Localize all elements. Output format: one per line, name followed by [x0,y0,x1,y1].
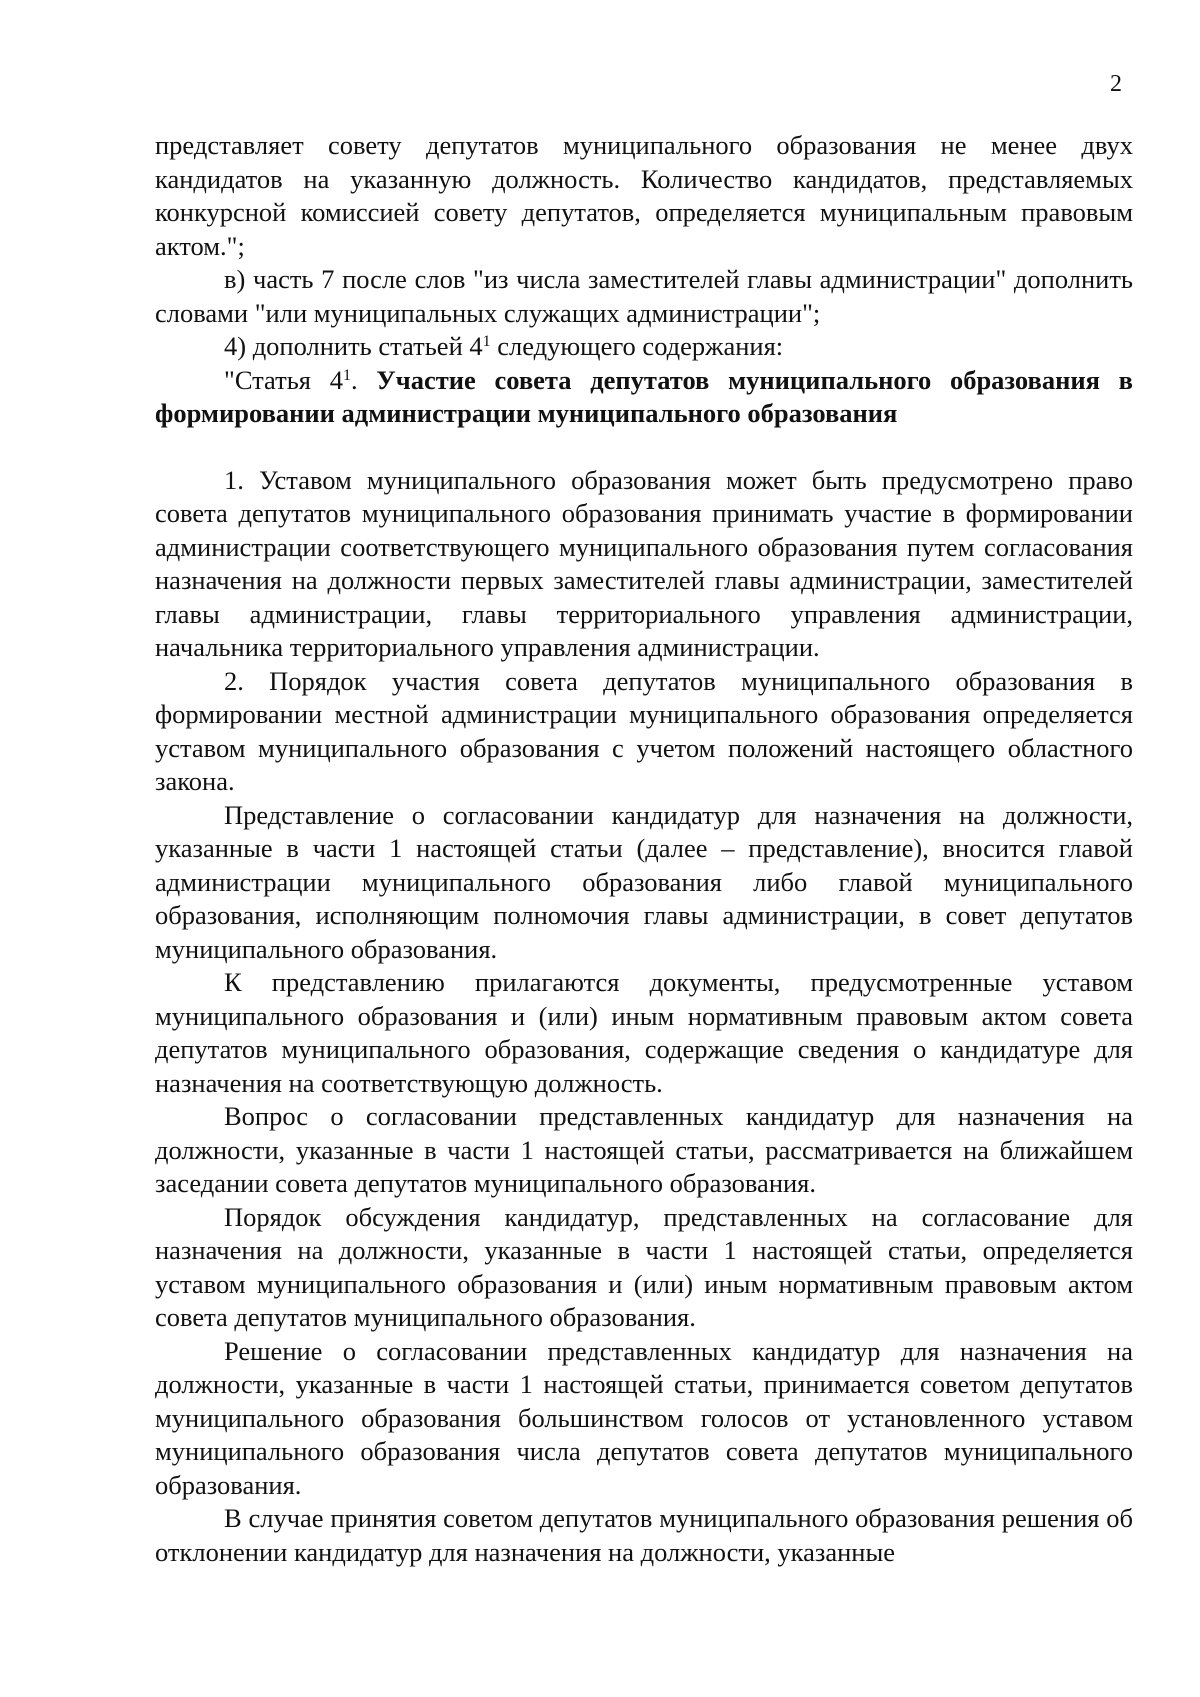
paragraph-consideration: Вопрос о согласовании представленных кандидатур для назначения на должности, указанные в части 1 настоящей статьи, рассматривается на ближайшем заседании совета депутатов муниципального образования. [155,1101,1133,1198]
document-body [155,129,1133,1569]
paragraph-decision: Решение о согласовании представленных кандидатур для назначения на должности, указанные в части 1 настоящей статьи, принимается советом депутатов муниципального образования большинством голосов от установленного уставом муниципального образования числа депутатов совета депутатов муниципального образования. [155,1335,1133,1500]
article-title-prefix: "Статья 4 [224,364,343,395]
item-4-text-after: следующего содержания: [490,331,784,361]
article-title-bold: Участие совета депутатов муниципального образования в формировании администрации муниципального образования [155,364,1133,428]
paragraph-continuation: представляет совету депутатов муниципального образования не менее двух кандидатов на указанную должность. Количество кандидатов, представляемых конкурсной комиссией совету депутатов, определяется муниципальным правовым актом."; [155,130,1133,261]
paragraph-discussion: Порядок обсуждения кандидатур, представленных на согласование для назначения на должности, указанные в части 1 настоящей статьи, определяется уставом муниципального образования и (или) иным нормативным правовым актом совета депутатов муниципального образования. [155,1201,1133,1332]
article-title [155,364,1133,431]
item-4-superscript: 1 [482,333,491,350]
paragraph-rejection: В случае принятия советом депутатов муниципального образования решения об отклонении кандидатур для назначения на должности, указанные [155,1503,1133,1567]
paragraph-item-v: в) часть 7 после слов "из числа заместителей главы администрации" дополнить словами "или муниципальных служащих администрации"; [155,264,1133,328]
paragraph-submission: Представление о согласовании кандидатур для назначения на должности, указанные в части 1 настоящей статьи (далее – представление), вносится главой администрации муниципального образования либо главой муниципального образования, исполняющим полномочия главы администрации, в совет депутатов муниципального образования. [155,799,1133,964]
paragraph-documents: К представлению прилагаются документы, предусмотренные уставом муниципального образования и (или) иным нормативным правовым актом совета депутатов муниципального образования, содержащие сведения о кандидатуре для назначения на соответствующую должность. [155,967,1133,1098]
paragraph-item-4 [155,330,1133,364]
paragraph-part-2: 2. Порядок участия совета депутатов муниципального образования в формировании местной администрации муниципального образования определяется уставом муниципального образования с учетом положений настоящего областного закона. [155,665,1133,796]
article-title-dot: . [350,364,377,395]
paragraph-part-1: 1. Уставом муниципального образования может быть предусмотрено право совета депутатов муниципального образования принимать участие в формировании администрации соответствующего муниципального образования путем согласования назначения на должности первых заместителей главы администрации, заместителей главы администрации, главы территориального управления администрации, начальника территориального управления администрации. [155,464,1133,662]
blank-line [155,431,1133,464]
article-title-superscript: 1 [342,366,351,384]
page-number: 2 [1110,71,1122,97]
item-4-text-before: 4) дополнить статьей 4 [224,331,483,361]
